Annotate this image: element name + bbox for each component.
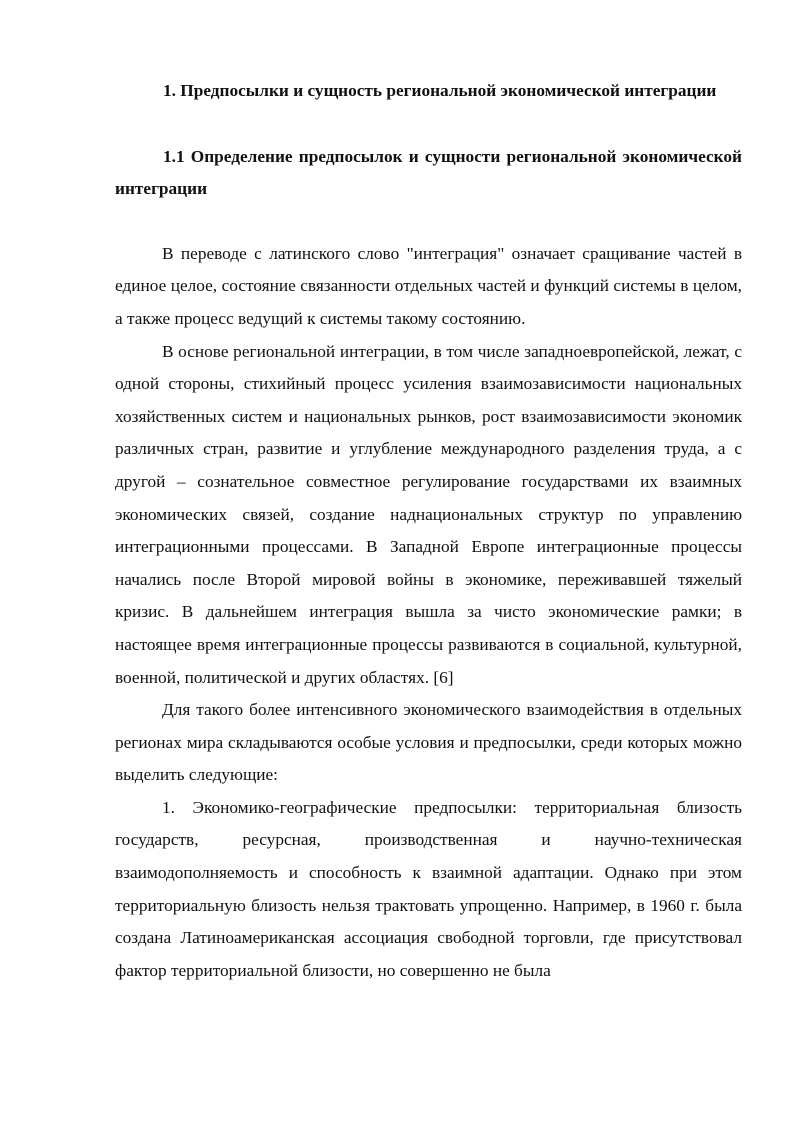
paragraph-economic-geographic: 1. Экономико-географические предпосылки: территориальная близость государств, ресурсная, производственная и научно-техническая взаимодополняемость и способность к взаимной адаптации. Однако при этом территориальную близость нельзя трактовать упрощенно. Например, в 1960 г. была создана Латиноамериканская ассоциация свободной торговли, где присутствовал фактор территориальной близости, но совершенно не была (115, 797, 742, 980)
document-page (115, 70, 742, 987)
section-heading: 1.1 Определение предпосылок и сущности региональной экономической интеграции (115, 146, 742, 199)
document-body (115, 238, 742, 988)
paragraph-regional-integration: В основе региональной интеграции, в том числе западноевропейской, лежат, с одной стороны, стихийный процесс усиления взаимозависимости национальных хозяйственных систем и национальных рынков, рост взаимозависимости экономик различных стран, развитие и углубление международного разделения труда, а с другой – сознательное совместное регулирование государствами их взаимных экономических связей, создание наднациональных структур по управлению интеграционными процессами. В Западной Европе интеграционные процессы начались после Второй мировой войны в экономике, переживавшей тяжелый кризис. В дальнейшем интеграция вышла за чисто экономические рамки; в настоящее время интеграционные процессы развиваются в социальной, культурной, военной, политической и других областях. [6] (115, 341, 742, 687)
paragraph-conditions: Для такого более интенсивного экономического взаимодействия в отдельных регионах мира складываются особые условия и предпосылки, среди которых можно выделить следующие: (115, 700, 742, 785)
paragraph-translation: В переводе с латинского слово "интеграция" означает сращивание частей в единое целое, состояние связанности отдельных частей и функций системы в целом, а также процесс ведущий к системы такому состоянию. (115, 243, 742, 328)
chapter-heading: 1. Предпосылки и сущность региональной экономической интеграции (163, 81, 717, 100)
